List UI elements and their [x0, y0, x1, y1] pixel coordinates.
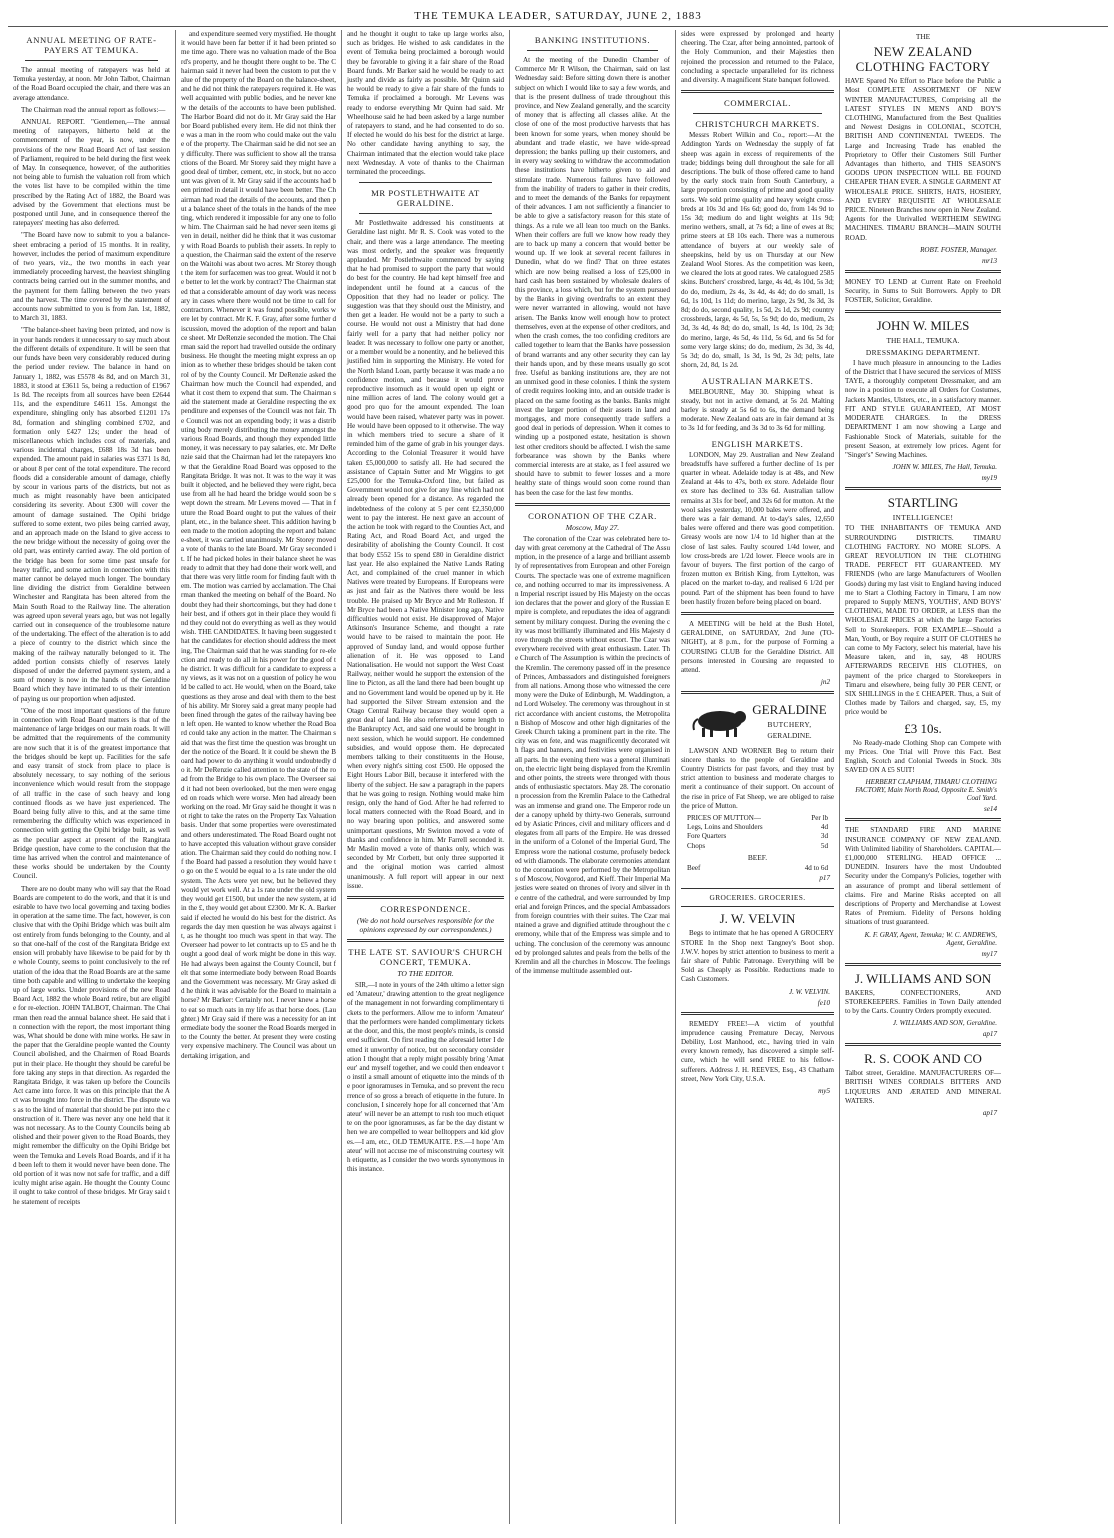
- price-value: 5d: [820, 841, 828, 850]
- banking-text: At the meeting of the Dunedin Chamber of Commerce Mr R Wilson, the Chairman, said on last Wednesday said: Before sitting down there is another subject on which I would like to say a few words, and that is the present dullness of trade throughout this province, and New Zealand generally, and the scarcity of money that is affecting all classes alike. At the close of one of the most productive harvests that has been known for some years, when money should be abundant and trade elastic, we have wide-spread depression; the banks pulling up their customers, and in every way seeking to withdraw the accommodation these institutions have hitherto given to aid and stimulate trade. Numerous failures have followed from the inability of traders to gather in their credits, and to meet the demands of the Banks for repayment of their advances. I am not sufficiently a financier to be able to give a satisfactory reason for this state of things. As a rule we all lean too much on the Banks. When their coffers are full we know how ready they are to back up many a concern that would better be wound up. If we look at several recent failures in Dunedin, what do we find? That on three estates which are now being realised a loss of £25,000 in hard cash has been sustained by wholesale dealers of this province, a loss which, but for the system pursued by the Banks in giving overdrafts to an extent they were never warranted in allowing, would not have arisen. The Banks know well enough how to protect themselves, even at the expense of other creditors, and when the crash comes, the too confiding creditors are called together to learn that the Banks have possession of brand warrants and any other security they can lay their hands upon, and by these means usually go scot free. Useful as banking institutions are, they are not an unmixed good in these colonies. I think the system of credit requires looking into, and an outside trader is placed on the same footing as the banks. Banks might invest the larger portion of their assets in land and mortgages, and more consequently trade suffers a good deal in periods of depression. When it comes to winding up a postponed estate, hesitation is shown lest other creditors should be affected. I wish the same forbearance was shown by the Banks where commercial interests are at stake, as I feel assured we should have to submit to fewer losses and a more healthy state of things would soon come round than has been the case for the last few months.: [515, 56, 670, 497]
- butchery-place: GERALDINE.: [767, 731, 812, 741]
- divider: [527, 50, 658, 51]
- ratepayers-p6: "One of the most important questions of the future in connection with Road Board matters is that of the maintenance of large bridges on our main roads. It will be admitted that the requirements of the community are now such that it is of the greatest importance that the bridges should be kept up. Facilities for the safe and easy transit of stock from place to place is absolutely necessary, to say nothing of the serious inconvenience which would result from the stoppage of all traffic in the case of such heavy and long continued floods as we have just experienced. The Board being fully alive to this, and at the same time remembering the difficulty which was experienced in connection with getting the Opihi bridge built, as well as the peculiar aspect at present of the Rangitata Bridge question, have come to the conclusion that the time has arrived when the control and maintenance of these works should be undertaken by the County Council.: [13, 706, 170, 881]
- nzcf-sig: ROBT. FOSTER, Manager.: [920, 245, 997, 254]
- ratepayers-p4: "The Board have now to submit to you a balance-sheet embracing a period of 15 months. It in reality, however, includes the period of maximum expenditure of two years, viz., the two months in each year immediately proceeding harvest, the heaviest shingling contracts being carried out in the summer months, and the payment for them falling between the two years and the harvest. The time covered by the statement of accounts now submitted to you is from Jan. 1st, 1882, to March 31, 1883.: [13, 231, 170, 323]
- price-item: Beef: [687, 864, 701, 873]
- price-row: [681, 842, 834, 851]
- divider: [845, 310, 1001, 313]
- clapham-text: TO THE INHABITANTS OF TEMUKA AND SURROUNDING DISTRICTS. TIMARU CLOTHING FACTORY. NO MORE SLOPS. A GREAT REVOLUTION IN THE CLOTHING TRADE. PERFECT FIT GUARANTEED. MY FRIENDS (who are large Manufacturers of Woollen Goods) during my last visit to England having induced me to Start a Clothing Factory in Timaru, I am now prepared to Supply MEN'S, YOUTHS', AND BOYS' CLOTHING, MADE TO ORDER, at LESS than the WHOLESALE PRICES at which the large Factories Sell to Storekeepers. FOR EXAMPLE—Should a Man, Youth, or Boy require a SUIT OF CLOTHES he can come to My Factory, select his material, have his Measure taken, and in, say, 48 HOURS AFTERWARDS RECEIVE HIS CLOTHES, on payment of the price charged to Storekeepers in Timaru and elsewhere, being fully 30 PER CENT, or SIX SHILLINGS in the £ CHEAPER. Thus, a Suit of Clothes made by Tailors and charged, say, £5, my price would be: [845, 524, 1001, 717]
- miles-dept: DRESSMAKING DEPARTMENT.: [865, 347, 981, 357]
- butchery-sub: BUTCHERY,: [767, 720, 812, 730]
- price-row: [681, 864, 834, 873]
- clapham-text2: No Ready-made Clothing Shop can Compete with my Prices. One Trial will Prove this Fact. Best English, Scotch and Colonial Tweeds in Stock. 30s SAVED ON A £5 SUIT!: [845, 738, 1001, 775]
- miles-place: THE HALL, TEMUKA.: [886, 336, 960, 346]
- butchery-text: LAWSON AND WORNER Beg to return their sincere thanks to the people of Geraldine and Country Districts for past favors, and they trust by strict attention to business and moderate charges to merit a continuance of their support. On account of the rise in price of Fat Sheep, we are obliged to raise the price of Mutton.: [681, 746, 834, 810]
- column-3: [342, 30, 510, 1524]
- remedy-ad: REMEDY FREE!—A victim of youthful imprudence causing Premature Decay, Nervous Debility, Lost Manhood, etc., having tried in vain every known remedy, has discovered a simple self-cure, which he will send FREE to his fellow-sufferers. Address J. H. REEVES, Esq., 43 Chatham street, New York City, U.S.A.: [681, 1019, 834, 1083]
- cook-title: R. S. COOK AND CO: [864, 1051, 982, 1067]
- divider: [681, 1012, 834, 1015]
- price-row: [681, 823, 834, 832]
- price-head: PRICES OF MUTTON—: [687, 814, 761, 823]
- correspondence-note: (We do not hold ourselves responsible for the opinions expressed by our correspondents.): [356, 916, 495, 935]
- divider: [515, 503, 670, 506]
- ratepayers-p5: "The balance-sheet having been printed, and now is in your hands renders it unnecessary to say much about the different details of expenditure. It will be seen that our funds have been very considerably reduced during the period under review. The balance in hand on January 1, 1882, was £5578 4s 8d, and on March 31, 1883, it stood at £3611 5s, being a reduction of £1967 1s 8d. The receipts from all sources have been £2644 11s, and the expenditure £4611 15s. Amongst the expenditure, shingling only has absorbed £1201 17s 8d, formation and shingling combined £702, and formation only £427 12s; under the head of miscellaneous which includes cost of materials, and various incidental charges, £688 18s 3d has been expended. The amount paid in salaries was £371 1s 8d, or about 8 per cent of the total expenditure. The record floods did a considerable amount of damage, chiefly by scour in various parts of the districts, but not as much as might reasonably have been anticipated considering its severity. About £300 will cover the amount of damage sustained. The Opihi bridge suffered to some extent, two piles being carried away, and an approach made on the Island to give access to the new bridge without the necessity of going over the old part, was entirely carried away. The old portion of the bridge has been for some time past unsafe for heavy traffic, and some action in connection with this matter cannot be delayed much longer. The boundary line dividing the district from Geraldine between Winchester and Rangitata has been altered from the Main South Road to the Railway line. The alteration was agreed upon several years ago, but was not legally carried out in consequence of the troublesome nature of the undertaking. The effect of the alteration is to add a piece of country to the district which since the making of the railway naturally belonged to it. The added portion consists chiefly of reserves lately disposed of under the deferred payment system, and a sum of money is now in the hands of the Geraldine Board which they have intimated to us their intention of paying us our proportion when adjusted.: [13, 326, 171, 703]
- clapham-price: £3 10s.: [904, 720, 942, 736]
- standard-sig: K. F. GRAY, Agent, Temuka; W. C. ANDREWS, Agent, Geraldine.: [864, 930, 997, 947]
- ratepayers-discussion: and expenditure seemed very mystified. He thought it would have been far better if it had been printed some time ago. There was no valuation made of the Board's property, and he thought there ought to be. The Chairman said it never had been the custom to put the value of the property of the Board on the balance-sheet, and he did not think the ratepayers required it. He was well acquainted with public bodies, and he never knew the details of the accounts to have been published. The Harbor Board did not do it. Mr Gray said the Harbor Board published every item. He did not think there was a man in the room who could make out the value of the property. The Chairman said he did not see any difficulty. There was sufficient to show all the transactions of the Board. Mr Storey said they might have a good deal of timber, cement, etc, in stock, but no account was given of it. Mr Gray said if the accounts had been printed in detail it would have been better. The Chairman had read the details of the accounts, and then put a balance sheet of the totals in the hands of the meeting, which rendered it impossible for any one to follow him. The Chairman said he had never seen items given in detail, neither did he think that it was customary with Road Boards to publish their assets. In reply to a question, the Chairman said the extent of the reserve on the Waitohi was about two acres. Mr Storey thought the item for surfacemen was too great. Would it not be better to let the work by contract? The Chairman stated that a considerable amount of day work was necessary in cases where there would not be time to call for contractors. Whenever it was found possible, works were let by contract. Mr K. F. Gray, after some further discussion, moved the adoption of the report and balance sheet. Mr DeRenzie seconded the motion. The Chairman said the report had travelled outside the ordinary business. He thought the meeting might express an opinion as to whether these bridges should be taken control of by the County Council. Mr DeRenzie asked the Chairman how much the Council had expended, and what it cost them to expend that sum. The Chairman said the statement made at Geraldine respecting the expenditure and expenses of the Council was not fair. The Council was not an expending body; it was a distributing body merely distributing the money amongst the various Road Boards, and though they expended little money, it was necessary to pay salaries, etc. Mr DeRenzie said that the Chairman had let the ratepayers know that the Geraldine Road Board was opposed to the Rangitata Bridge. It was not. It was to the way it was built it objected, and he believed they were right, because from all he had heard the bridge would soon be swept down the stream. Mr Levens moved — That in future the Road Board ought to put the values of their plant, etc., in the balance sheet. This addition having been made to the motion adopting the report and balance-sheet, it was carried unanimously. Mr Storey moved a vote of thanks to the late Board. Mr Gray seconded it. If he had picked holes in their balance sheet he was ready to admit that they had done their work well, and that there was very little room for finding fault with them. The motion was carried by acclamation. The Chairman thanked the meeting on behalf of the Board. No doubt they had their shortcomings, but they had done their best, and if others got in their place they would find they could not do everything as well as they would wish. THE CANDIDATES. It having been suggested that the candidates for election should address the meeting, The Chairman said that he was standing for re-election and ready to do all in his power for the good of the district. It was difficult for a candidate to express any views, as it was not on a question of policy he would be called to act. He would, when on the Board, take questions as they arose and deal with them to the best of his ability. Mr Storey said a great many people had been fined through the gates of the railway having been left open. He wanted to know whether the Road Board could take any action in the matter. The Chairman said that was the first time the question was brought under the notice of the Board. It it could be shewn the Board had power to do anything it would undoubtedly do it. Mr DeRenzie called attention to the state of the road from the Bridge to his own place. The Overseer said it had not been overlooked, but the men were engaged on roads which were worse. Men had already been working on the road. Mr Gray said he thought it was not right to take the rates on the Property Tax Valuation basis. Under that some properties were overestimated and others underestimated. The Road Board ought not to have accepted this valuation without grave consideration. The Chairman said they could do nothing now. If the Board had passed a resolution they would have to go on the £ would be equal to a 1s rate under the old system. The Acts were yet new, but he believed they would yet work well. At a 1s rate under the old system they would get £1500, but under the new system, at id in the £, they would get about £2300. Mr K. A. Barker said if elected he would do his best for the district. As regards the day men question he was always against it, as he thought too much was spent in that way. The Overseer had power to let contracts up to £5 and he thought a good deal of work might be done in this way. He had always been against the County Council, but felt that some intermediate body between Road Boards and the Government was necessary. Mr Gray asked did he think it was advisable for the Board to maintain a horse? Mr Barker: Certainly not. I never knew a horse to eat so much oats in my life as that horse does. (Laughter.) Mr Gray said if there was a necessity for an intermediate body the sooner the Road Boards merged into the County the better. At present they were costing very expensive machinery. The Council was about undertaking irrigation, and: [181, 30, 336, 1060]
- divider: [845, 1043, 1001, 1046]
- column-4: [510, 30, 676, 1524]
- standard-code: my17: [981, 949, 997, 958]
- price-per: Per lb: [811, 814, 828, 823]
- divider: [845, 818, 1001, 821]
- velvin-title: J. W. VELVIN: [719, 911, 796, 927]
- correspondence-heading: CORRESPONDENCE.: [380, 904, 471, 915]
- divider: [845, 963, 1001, 966]
- christchurch-text: Messrs Robert Wilkin and Co., report:—At the Addington Yards on Wednesday the supply of fat sheep was again in excess of requirements of the trade; biddings being dull throughout the sale for all descriptions. The bulk of those offered came to hand by the early stock train from South Canterbury, a large proportion consisting of prime and good quality sorts. We sold prime quality and heavy weight cross-breds at 10s 3d and 16s 6d; good do, from 14s 9d to 15s 3d; medium do and light weights at 11s 9d; merino wethers, small, at 7s 6d; a line of ewes at 8s; prime steers at £8 10s each. There was a numerous attendance of buyers at our weekly sale of sheepskins, held by us on Thursday at our New Zealand Wool Stores. As the competition was keen, we cleared the lots at good rates. We catalogued 2585 skins. Butchers' crossbred, large, 4s 4d, 4s 10d, 5s 3d; do do, medium, 2s 4s, 3s 4d, 4s 4d; do do small, 1s 6d, 1s 10d, 1s 11d; do merino, large, 2s 9d, 3s 3d, 3s 8d; do do, second quality, 1s 5d, 2s 1d, 2s 9d; country crossbreds, large, 4s 5d, 5s, 5s 9d; do do, medium, 2s 3d, 3s 4d, 4s 8d; do do, small, 1s 4d, 1s 10d, 2s 3d; do merino, large, 4s 5d, 4s 11d, 5s 6d, and 6s 5d for some very large skins; do do, medium, 2s 3d, 3s 4d, 5s 3d; do do, small, 1s 3d, 1s 9d, 2s 3d; pelts, late shorn, 2d, 8d, 1s 2d.: [681, 131, 834, 370]
- startling-sub: INTELLIGENCE!: [892, 513, 954, 523]
- miles-title: JOHN W. MILES: [876, 318, 970, 334]
- price-item: Fore Quarters: [687, 832, 727, 841]
- divider: [681, 691, 834, 694]
- williams-code: ap17: [982, 1030, 997, 1039]
- postlethwaite-heading: MR POSTLETHWAITE AT GERALDINE.: [371, 188, 480, 209]
- ratepayers-heading: ANNUAL MEETING OF RATE-PAYERS AT TEMUKA.: [26, 35, 157, 55]
- groceries-heading: GROCERIES. GROCERIES.: [709, 893, 806, 903]
- divider: [681, 612, 834, 615]
- miles-sig: JOHN W. MILES, The Hall, Temuka.: [892, 463, 997, 472]
- velvin-text: Begs to intimate that he has opened A GROCERY STORE In the Shop next Tangney's Boot shop. J.W.V. hopes by strict attention to business to merit a fair share of Public Patronage. Everything will be Sold as Cheaply as Possible. Reductions made to Cash Customers.: [681, 929, 834, 984]
- column-5: [676, 30, 840, 1524]
- postlethwaite-text: Mr Postlethwaite addressed his constituents at Geraldine last night. Mr R. S. Cook was voted to the chair, and there was a large attendance. The meeting was most orderly, and the speaker was frequently applauded. Mr Postlethwaite commenced by saying that he had promised to support the party that would do best for the country. He had kept himself free and independent until he found at a caucus of the Opposition that they had no leader or policy. The suggestion was that they should oust the Ministry, and then get a leader. He would not be a party to such a course. He would not oust a Ministry that had done fairly well for a party that had neither policy nor leader. It was necessary to follow one party or another, or a member would be a nonentity, and he believed this justified him in supporting the Ministry. He voted for the North Island Loan, partly because it was made a no confidence motion, and because it would prove reproductive insomuch as it would open up eight or nine million acres of land. The colony would get a good pro quo for the amount expended. The loan would have been raised, whatever party was in power. He would have been opposed to it otherwise. The way in which members tried to secure a share of it reminded him of the game of grab in his younger days. According to the Colonial Treasurer it would have taken £5,000,000 to satisfy all. He had secured the assistance of Captain Sutter and Mr Wiggins to get £25,000 for the Temuka-Oxford line, but failed as Government would not give for any line which had not already been opened for a distance. As regarded the indebtedness of the colony at 5 per cent £2,350,000 went to pay the interest. He next gave an account of the action he took with regard to the Counties Act, and Rating Act, and Road Board Act, and urged the desirability of abolishing the County Council. It cost that body £552 15s to spend £80 in Geraldine district last year. He also explained the Native Lands Rating Act, and complained of the cruel manner in which Natives were treated by Europeans. If Europeans were as just and fair as the Natives there would be less trouble. He praised up Mr Bryce and Mr Rolleston. If Mr Bryce had been a Native Minister long ago, Native difficulties would not exist. He disapproved of Major Atkinson's Insurance Scheme, and thought a rate would have to be raised to maintain the poor. He approved of Sunday land, and would oppose further alienation of it. He was opposed to Land Nationalisation. He would not support the West Coast Railway, neither would he support the extension of the line to Picton, as all the land there had been bought up and no Government land would be opened up by it. He had supported the Silver Stream extension and the Otago Central Railway because they would open a great deal of land. He also referred at some length to the Bankruptcy Act, and said one would be brought in next session, which he would support. He condemned subsidies, and would oppose them. He deprecated members talking to their constituents in the House, when every night's sitting cost £500. He opposed the Eight Hours Labor Bill, because it interfered with the liberty of the subject. He saw a paragraph in the papers that he was going to resign. Nothing would make him resign, only the hand of God. After he had referred to local matters connected with the Road Board, and in no way bearing upon politics, and answered some unimportant questions, Mr Swinton moved a vote of thanks and confidence in him. Mr Farrell seconded it. Mr Maslin moved a vote of thanks only, which was seconded by Mr Corbett, but only three supported it and the original motion was carried almost unanimously. A full report will appear in our next issue.: [347, 219, 504, 890]
- column-1: [8, 30, 176, 1524]
- price-value: 4d to 6d: [804, 864, 828, 873]
- masthead: THE TEMUKA LEADER, SATURDAY, JUNE 2, 1883: [8, 6, 1108, 27]
- beef-head: BEEF.: [747, 852, 768, 862]
- cook-code: ap17: [982, 1109, 997, 1118]
- nzcf-the: THE: [915, 32, 931, 41]
- coursing-ad: A MEETING will be held at the Bush Hotel, GERALDINE, on SATURDAY, 2nd June (TO-NIGHT), at 8 p.m., for the purpose of Forming a COURSING CLUB for the Geraldine District. All persons interested in Coursing are requested to attend.: [681, 619, 834, 674]
- banking-heading: BANKING INSTITUTIONS.: [534, 35, 651, 45]
- czar-dateline: Moscow, May 27.: [565, 522, 620, 532]
- divider: [681, 90, 834, 93]
- nzcf-code: mr13: [982, 256, 997, 265]
- coursing-code: jn2: [820, 678, 830, 687]
- australian-text: MELBOURNE, May 30. Shipping wheat is steady, but not in active demand, at 5s 2d. Malting barley is steady at 5s 6d to 6s, the demand being moderate. New Zealand oats are in fair demand at 3s to 3s 1d for feeding, and 3s 3d to 3s 6d for milling.: [681, 387, 834, 433]
- english-text: LONDON, May 29. Australian and New Zealand breadstuffs have suffered a further decline of 1s per quarter in wheat. Adelaide today is at 48s, and New Zealand at 44s to 47s, both ex store. Adelaide flour ex store has declined to 33s 6d. Australian tallow remains at 31s for beef, and 32s 6d for mutton. At the wool sales yesterday, 10,000 bales were offered, and there was a fair demand. At to-day's sales, 12,650 bales were offered and there was good competition. Greasy wools are now 1/4 to 1d higher than at the close of last sales. Faulty scoured 1/4d lower, and low cross-breds are 1/2d lower. Fleece wools are in favour of buyers. The first portion of the cargo of frozen mutton ex British King, from Lyttelton, was placed on the market to-day, and realised 6 1/2d per pound. Part of the shipment has been found to have been hastily frozen before being placed on board.: [681, 450, 834, 606]
- price-item: Legs, Loins and Shoulders: [687, 823, 763, 832]
- williams-sig: J. WILLIAMS AND SON, Geraldine.: [892, 1019, 997, 1028]
- clapham-sig: HERBERT CLAPHAM, TIMARU CLOTHING FACTORY, Main North Road, Opposite E. Smith's Coal Yard.: [855, 778, 997, 803]
- divider: [359, 213, 492, 214]
- czar-continued: sides were expressed by prolonged and hearty cheering. The Czar, after being annointed, partook of the Holy Communion, and their Majesties then rejoined the procession and returned to the Palace, concluding a spectacle unparalleled for its richness and diversity. A magnificent State banquet followed.: [681, 30, 834, 85]
- divider: [693, 113, 822, 114]
- price-header: [681, 814, 834, 823]
- australian-heading: AUSTRALIAN MARKETS.: [701, 375, 814, 386]
- miles-code: my19: [981, 474, 997, 483]
- butchery-code: p17: [819, 874, 830, 883]
- christchurch-heading: CHRISTCHURCH MARKETS.: [695, 119, 820, 130]
- money-ad: MONEY TO LEND at Current Rate on Freehold Security, in Sums to Suit Borrowers. Apply to DR FOSTER, Solicitor, Geraldine.: [845, 277, 1001, 305]
- divider: [347, 896, 504, 899]
- divider: [359, 182, 492, 183]
- concert-heading: THE LATE ST. SAVIOUR'S CHURCH CONCERT, TEMUKA.: [348, 947, 503, 968]
- ratepayers-p2: The Chairman read the annual report as follows:—: [21, 105, 166, 114]
- standard-text: THE STANDARD FIRE AND MARINE INSURANCE COMPANY OF NEW ZEALAND. With Unlimited liability of Shareholders. CAPITAL—£1,000,000 STERLING. HEAD OFFICE ... DUNEDIN. Insurers have the most Undoubted Security under the Company's Policies, together with an assurance of prompt and liberal settlement of claims. Fire and Marine Risks accepted on all descriptions of Property and Merchandise at Lowest Rates of Premium. Fidelity of Persons holding situations of trust guaranteed.: [845, 826, 1001, 927]
- remedy-code: my5: [818, 1087, 830, 1096]
- startling-title: STARTLING: [887, 495, 959, 511]
- czar-text: The coronation of the Czar was celebrated here to-day with great ceremony at the Cathedral of The Assumption, in the presence of a large and brilliant assembly of representatives from European and other Foreign Courts. The spectacle was one of extreme magnificence, and nothing occurred to mar its impressiveness. An Imperial rescript issued by His Majesty on the occasion declares that the power and glory of the Russian Empire is complete, and repudiates the idea of aggrandisement by military conquest. During the evening the city was most brilliantly illuminated and His Majesty drove through the streets without escort. The Czar was everywhere received with great enthusiasm. Later. The Church of The Assumption is within the precincts of the Kremlin. The ceremony passed off in the presence of Princes, Ambassadors and distinguished foreigners from all nations. Among those who witnessed the ceremony were the Duke of Edinburgh, M. Waddington, and Lord Wolseley. The ceremony was throughout in strict accordance with ancient customs, the Metropolitan Bishop of Moscow and other high dignitaries of the Greek Church taking a prominent part in the rite. The city was en fete, and was magnificently decorated with flags and banners, and festivities were organised in all parts. In the evening there was a general illumination, the electric light being displayed from the Kremlin and other points, the streets were thronged with thousands of enthusiastic spectators. May 28. The coronation procession from the Kremlin Palace to the Cathedral was an immense and grand one. The Emperor rode under a canopy upheld by thirty-two Generals, surrounded by Asiatic Princes, civil and military officers and delegates from all parts of the Empire. He was dressed in the uniform of a Colonel of the Imperial Gurd, The Empress wore the national costume, profusely bedecked with diamonds. The elaborate ceremonies attendant to the coronation were performed by the Metropolitans of Moscow, Novgorod, and Kieff. Their Imperial Majesties were seated on thrones of ivory and silver in the centre of the cathedral, and were surrounded by Imperial and foreign Princes, and the special Ambassadors from foreign countries with their suites. The Czar maintained a grave and dignified attitude throughout the ceremony, while that of the Empress was simple and touching. The conclusion of the ceremony was announced by prolonged salutes and peals from the bells of the Kremlin and all the churches in Moscow. The feelings of the immense multitude assembled out-: [515, 534, 670, 976]
- divider: [845, 270, 1001, 273]
- column-2: [176, 30, 342, 1524]
- divider: [845, 487, 1001, 490]
- cook-text: Talbot street, Geraldine. MANUFACTURERS OF— BRITISH WINES CORDIALS BITTERS AND LIQUEURS AND ÆRATED AND MINERAL WATERS.: [845, 1069, 1001, 1105]
- czar-heading: CORONATION OF THE CZAR.: [528, 510, 657, 521]
- butchery-title: GERALDINE: [752, 702, 827, 718]
- newspaper-page: [8, 6, 1108, 1526]
- price-item: Chops: [687, 841, 706, 850]
- price-value: 4d: [820, 823, 828, 832]
- williams-title: J. WILLIAMS AND SON: [854, 970, 992, 986]
- commercial-heading: COMMERCIAL.: [724, 98, 791, 109]
- concert-letter: SIR,—I note in yours of the 24th ultimo a letter signed 'Amateur,' drawing attention to the great negligence of the management in not forwarding complimentary tickets to the performers. Allow me to inform 'Amateur' that the performers were handed complimentary tickets at the door, and this, the most people's minds, is considered sufficient. On first reading the aforesaid letter I deemed it unworthy of notice, but on secondary consideration I thought that a reply might possibly bring 'Amateur' and myself together, and we could then endeavor to instil a small amount of etiquette into the minds of the poor ignoramuses in Temuka, and so prevent the recurrence of so gross a breach of etiquette in the future. In conclusion, I sincerely hope for all concerned that 'Amateur' will never be an attempt to rush too much etiquette on the poor ignoramuses, as far be the day distant when we are compelled to wear belltoppers and kid gloves.—I am, etc., OLD TEMUKAITE. P.S.—I hope 'Amateur' will not accuse me of misconstruing courtesy with etiquette, as I consider the two words synonymous in this instance.: [347, 981, 504, 1174]
- price-row: [681, 832, 834, 841]
- butchery-banner: [681, 699, 834, 742]
- divider: [25, 60, 158, 61]
- ratepayers-p1: The annual meeting of ratepayers was held at Temuka yesterday, at noon. Mr John Talbot, Chairman of the Road Board occupied the chair, and there was an average attendance.: [13, 66, 170, 102]
- nzcf-title: NEW ZEALAND CLOTHING FACTORY: [855, 44, 991, 75]
- ratepayers-continued: There are no doubt many who will say that the Road Boards are competent to do the work, and that it is undesirable to have two local governing and taxing bodies in operation at the same time. The fact, however, is conclusive that with the Opihi Bridge which was built almost entirely from funds belonging to the County, and also that one-half of the cost of the Rangitata Bridge extension will probably have likewise to be paid for by the whole County, seems to point conclusively to the refutation of the idea that the Road Boards are at the same time both capable and willing to undertake the keeping up of large works. Under provisions of the new Road Board Act, 1882 the whole Board retire, but are eligible for re-election. JOHN TALBOT, Chairman. The Chairman then read the annual balance sheet. He said that in connection with the report, the most important thing was, What should be done with mine works. He saw in the paper that the Geraldine people wanted the County Council abolished, and the Chairmen of Road Boards put in their place. He thought they should be careful before taking any steps in that direction. As regarded the Rangitata Bridge, it was taken up before the Councils Act came into force. It was on this principle that the Act was brought into force in the district. The dispute was as to the kind of material that should be put into the construction of it. There was never any one held that it was not necessary. As to the County Councils being abolished and their power given to the Road Boards, they might remember the difficulty on the Opihi Bridge between the Temuka and Levels Road Boards, and if it had been left to them it would never have been done. The old portion of it was now not safe for traffic, and a difficulty might arise again. He thought the County Council ought to take control of these bridges. Mr Gray said the statement of receipts: [13, 884, 170, 1206]
- to-editor: TO THE EDITOR.: [397, 969, 454, 979]
- velvin-code: fe10: [817, 998, 830, 1007]
- ratepayers-p3: ANNUAL REPORT. "Gentlemen,—The annual meeting of ratepayers, hitherto held at the commencement of the year, is now, under the provisions of the new Road Board Act of last session of Parliament, required to be held during the first week of May. In consequence, however, of the authorities not being able to furnish the valuation roll from which the votes list have to be compiled within the time prescribed by the Rating Act of 1882, the Board was advised by the Government that elections must be postponed until June, and in consequence thereof the ratepayers' meeting has also deferred.: [13, 118, 170, 228]
- column-6: [840, 30, 1006, 1524]
- english-heading: ENGLISH MARKETS.: [711, 438, 804, 449]
- velvin-sig: J. W. VELVIN.: [788, 987, 830, 996]
- nzcf-text: HAVE Spared No Effort to Place before the Public a Most COMPLETE ASSORTMENT OF NEW WINTER MANUFACTURES, Comprising all the LATEST STYLES IN MEN'S AND BOY'S CLOTHING, Manufactured from the Best Qualities and Newest Designs in COLONIAL, SCOTCH, BRITISH AND CONTINENTAL TWEEDS. The Large and Increasing Trade has enabled the Proprietory to Offer their Customers Still Further Advantages than hitherto, and THIS SEASON'S GOODS UPON INSPECTION WILL BE FOUND CHEAPER THAN EVER. A SINGLE GARMENT AT WHOLESALE PRICE. SHIRTS, HATS, HOSIERY, AND EVERY REQUISITE AT WHOLESALE PRICE. Nineteen Branches now open in New Zealand. Agents for the Unrivalled WERTHEIM SEWING MACHINES. TIMARU BRANCH—MAIN SOUTH ROAD.: [845, 77, 1001, 242]
- columns: [8, 30, 1106, 1524]
- bullock-icon: [688, 704, 752, 738]
- candidates-text: and he thought it ought to take up large works also, such as bridges. He wished to ask candidates in the event of Temuka being proclaimed a borough would they be favorable to giving it a fair share of the Road Board funds. Mr Barker said he would be ready to act justly and divide as fairly as possible. Mr Quinn said he would be ready to give a fair share of the funds to Temuka if proclaimed a borough. Mr Levens was ready to endorse everything Mr Quinn had said. Mr Wheelhouse said he had been asked by a large number of ratepayers to stand, and he had consented to do so. If elected he would do his best for the district at large. No other candidate having anything to say, the Chairman intimated that the election would take place next Wednesday. A vote of thanks to the Chairman terminated the proceedings.: [347, 30, 504, 177]
- miles-text: I have much pleasure in announcing to the Ladies of the District that I have secured the services of MISS TAYE, a thoroughly competent Dressmaker, and am now in a position to execute all Orders for Costumes, Jackets Mantles, Ulsters, etc., in a satisfactory manner. FIT AND STYLE GUARANTEED, AT MOST MODERATE CHARGES. In the DRESS DEPARTMENT I am now showing a Large and Fashionable Stock of Materials, suitable for the present Season, at extremely low prices. Agent for "Singer's" Sewing Machines.: [845, 358, 1001, 459]
- divider: [347, 939, 504, 942]
- williams-text: BAKERS, CONFECTIONERS, AND STOREKEEPERS. Families in Town Daily attended to by the Carts. Country Orders promptly executed.: [845, 988, 1001, 1016]
- price-value: 3d: [820, 832, 828, 841]
- clapham-code: se14: [983, 805, 997, 814]
